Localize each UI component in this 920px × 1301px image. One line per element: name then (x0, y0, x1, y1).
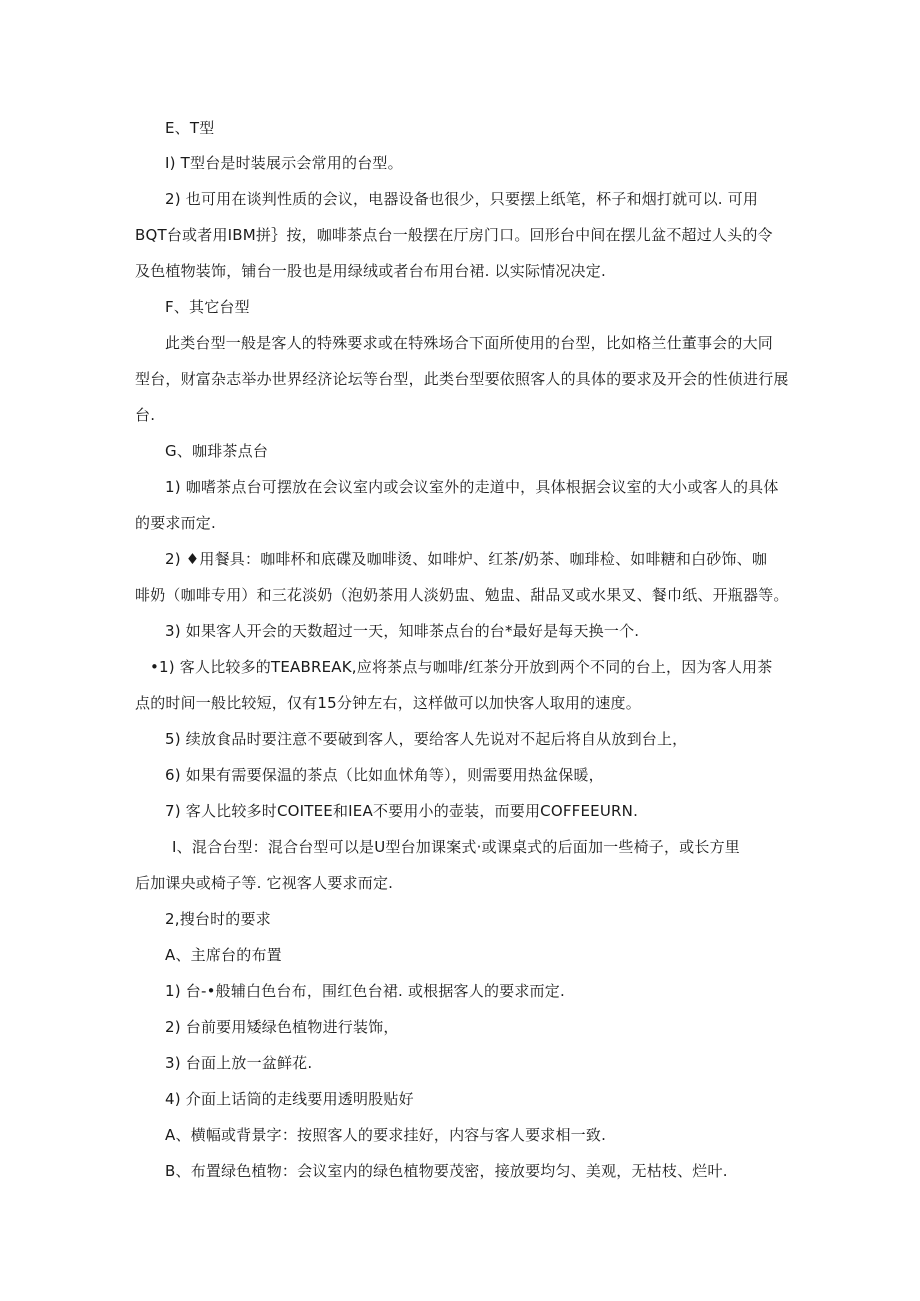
heading-coffee-table: G、咖琲茶点台 (165, 442, 269, 460)
paragraph-line: B、布置绿色植物：会议室内的绿色植物要茂密，接放要均匀、美观，无枯枝、烂叶. (165, 1162, 728, 1180)
paragraph-line: 啡奶（咖啡专用）和三花淡奶（泡奶茶用人淡奶盅、勉盅、甜品叉或水果叉、餐巾纸、开瓶器等。 (135, 586, 789, 604)
paragraph-line: 7) 客人比较多时COITEE和IEA不要用小的壶装，而要用COFFEEURN. (165, 802, 639, 820)
paragraph-line: 2) 台前要用矮绿色植物进行装饰， (165, 1018, 399, 1036)
paragraph-line: BQT台或者用IBM拼｝按，咖啡茶点台一般摆在厅房门口。回形台中间在摆儿盆不超过人头的令 (135, 226, 773, 244)
paragraph-line: 此类台型一般是客人的特殊要求或在特殊场合下面所使用的台型，比如格兰仕董事会的大同 (165, 334, 774, 352)
paragraph-line: 3) 如果客人开会的天数超过一天，知啡茶点台的台*最好是每天换一个. (165, 622, 640, 640)
paragraph-line: 4) 介面上话筒的走线要用透明股贴好 (165, 1090, 414, 1108)
paragraph-line: 后加课央或椅子等. 它视客人要求而定. (135, 874, 394, 892)
paragraph-line: •1) 客人比较多的TEABREAK,应将茶点与咖啡/红茶分开放到两个不同的台上，因为客人用茶 (150, 658, 773, 676)
paragraph-line: A、横幅或背景字：按照客人的要求挂好，内容与客人要求相一致. (165, 1126, 607, 1144)
heading-other-types: F、其它台型 (165, 298, 250, 316)
heading-setup-requirements: 2,搜台时的要求 (165, 910, 271, 928)
heading-t-type: E、T型 (165, 119, 215, 137)
heading-mixed-type: I、混合台型：混合台型可以是U型台加课案式·或课桌式的后面加一些椅子，或长方里 (172, 838, 740, 856)
paragraph-line: 点的时间一般比较短，仅有15分钟左右，这样做可以加快客人取用的速度。 (135, 694, 641, 712)
paragraph-line: 2) 也可用在谈判性质的会议，电器设备也很少，只要摆上纸笔，杯子和烟打就可以. 可用 (165, 190, 759, 208)
paragraph-line: 2) ♦用餐具：咖啡杯和底碟及咖啡烫、如啡炉、红茶/奶茶、咖琲检、如啡糖和白砂饰、咖 (165, 550, 768, 568)
paragraph-line: 3) 台面上放一盆鲜花. (165, 1054, 313, 1072)
paragraph-line: 6) 如果有需要保温的茶点（比如血怵角等），则需要用热盆保暖， (165, 766, 604, 784)
paragraph-line: 及色植物装饰，铺台一股也是用绿绒或者台布用台裙. 以实际情况决定. (135, 262, 606, 280)
paragraph-line: 1) 咖嗜茶点台可摆放在会议室内或会议室外的走道中，具体根据会议室的大小或客人的具体 (165, 478, 779, 496)
paragraph-line: 5) 续放食品时要注意不要破到客人，要给客人先说对不起后将自从放到台上， (165, 730, 688, 748)
paragraph-line: 台. (135, 406, 156, 424)
heading-rostrum-layout: A、主席台的布置 (165, 946, 282, 964)
paragraph-line: 1) 台-•般辅白色台布，围红色台裙. 或根据客人的要求而定. (165, 982, 565, 1000)
paragraph-line: 型台，财富杂志举办世界经济论坛等台型，此类台型要依照客人的具体的要求及开会的性侦进行展 (135, 370, 789, 388)
paragraph-line: I) T型台是时装展示会常用的台型。 (165, 154, 403, 172)
paragraph-line: 的要求而定. (135, 514, 216, 532)
